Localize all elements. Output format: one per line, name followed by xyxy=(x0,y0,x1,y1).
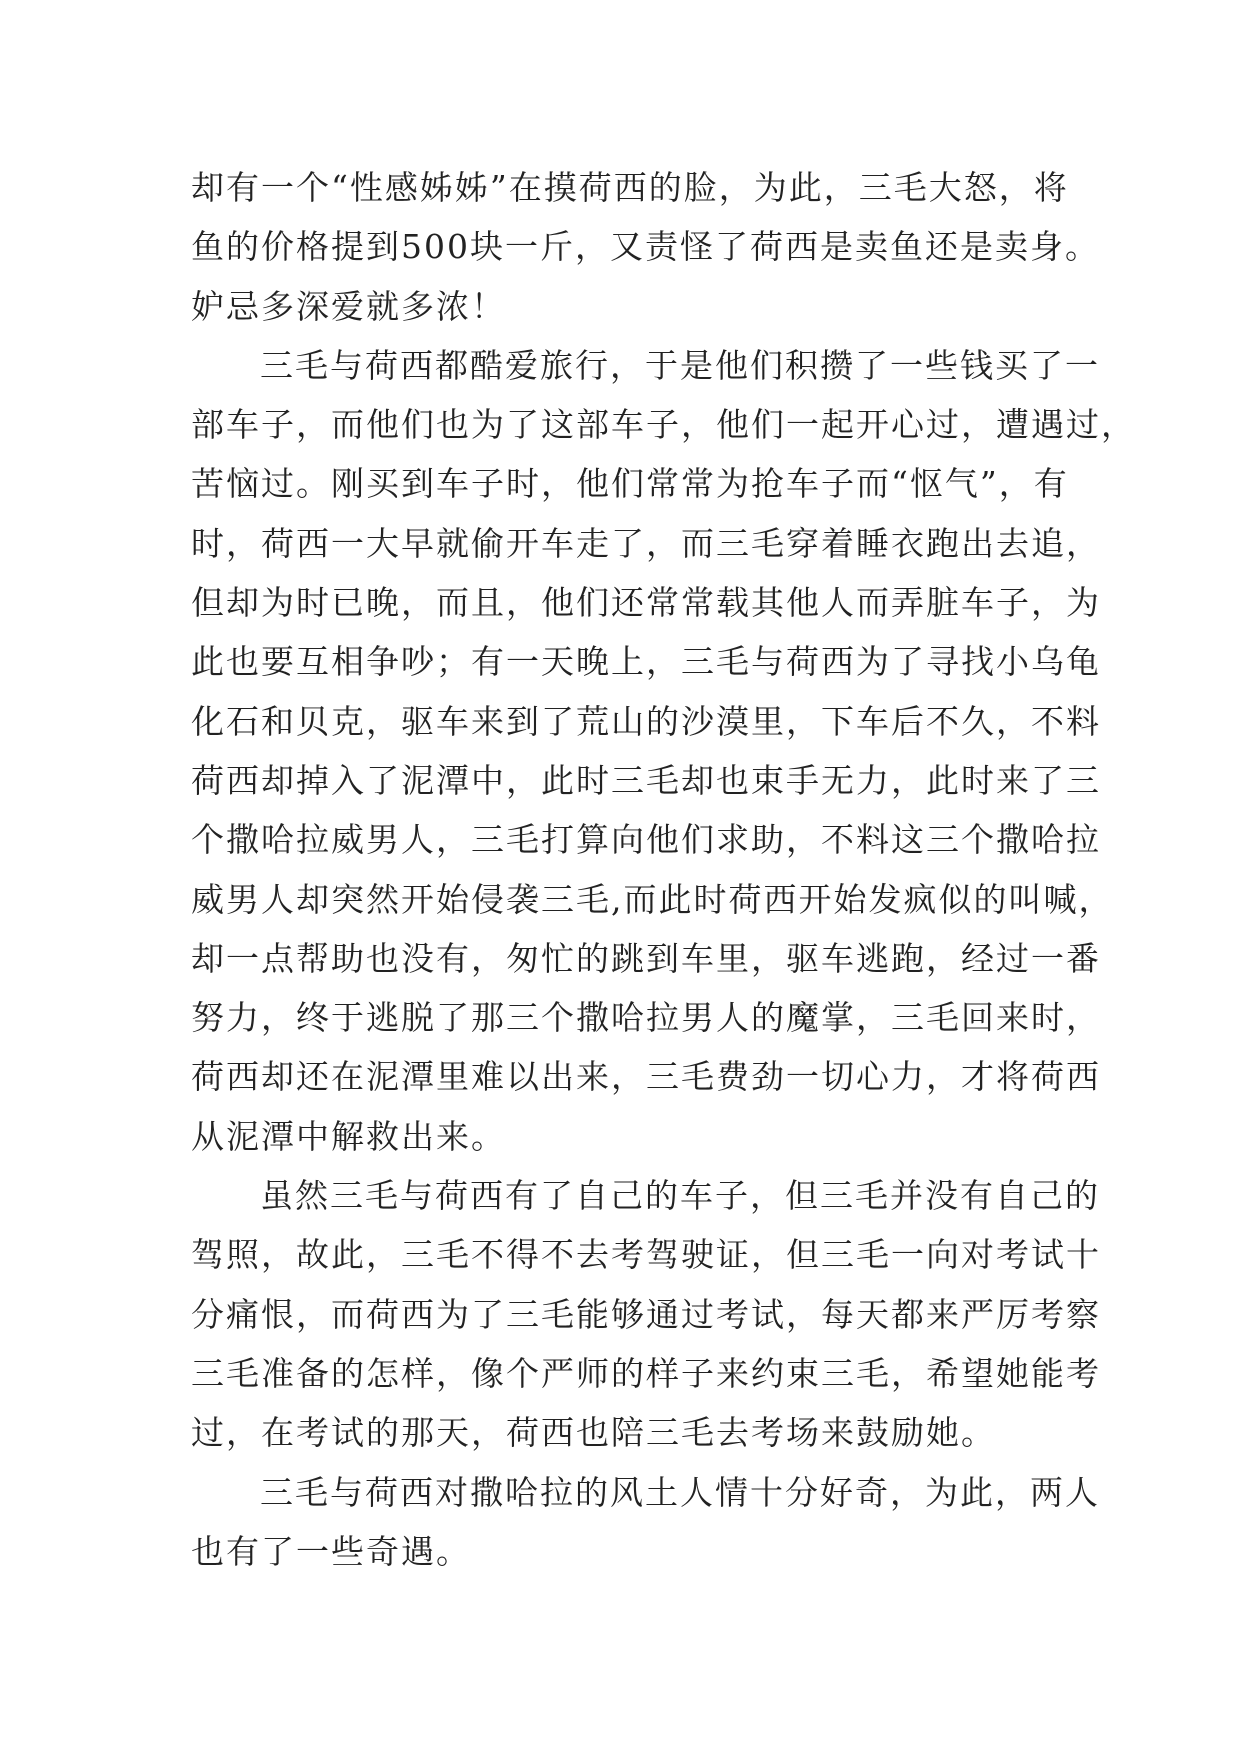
text-line: 努力，终于逃脱了那三个撒哈拉男人的魔掌，三毛回来时， xyxy=(191,998,1101,1038)
text-line: 但却为时已晚，而且，他们还常常载其他人而弄脏车子，为 xyxy=(191,583,1101,623)
text-line: 却一点帮助也没有，匆忙的跳到车里，驱车逃跑，经过一番 xyxy=(191,938,1101,978)
paragraph-4 xyxy=(191,1463,1100,1582)
text-line: 化石和贝克，驱车来到了荒山的沙漠里，下车后不久，不料 xyxy=(191,701,1101,741)
body-text xyxy=(191,158,1136,1581)
text-line: 荷西却掉入了泥潭中，此时三毛却也束手无力，此时来了三 xyxy=(191,760,1101,800)
text-line: 也有了一些奇遇。 xyxy=(191,1531,471,1571)
text-line: 过，在考试的那天，荷西也陪三毛去考场来鼓励她。 xyxy=(191,1413,996,1453)
paragraph-2 xyxy=(191,336,1136,1166)
text-line: 分痛恨，而荷西为了三毛能够通过考试，每天都来严厉考察 xyxy=(191,1294,1101,1334)
text-line: 虽然三毛与荷西有了自己的车子，但三毛并没有自己的 xyxy=(260,1176,1100,1216)
text-line: 时，荷西一大早就偷开车走了，而三毛穿着睡衣跑出去追， xyxy=(191,523,1101,563)
text-line: 荷西却还在泥潭里难以出来，三毛费劲一切心力，才将荷西 xyxy=(191,1057,1101,1097)
text-line: 此也要互相争吵；有一天晚上，三毛与荷西为了寻找小乌龟 xyxy=(191,642,1101,682)
text-line: 部车子，而他们也为了这部车子，他们一起开心过，遭遇过， xyxy=(191,405,1136,445)
text-line: 个撒哈拉威男人，三毛打算向他们求助，不料这三个撒哈拉 xyxy=(191,820,1101,860)
text-line: 三毛与荷西对撒哈拉的风土人情十分好奇，为此，两人 xyxy=(260,1472,1100,1512)
text-line: 三毛准备的怎样，像个严师的样子来约束三毛，希望她能考 xyxy=(191,1353,1101,1393)
text-line: 威男人却突然开始侵袭三毛,而此时荷西开始发疯似的叫喊， xyxy=(191,879,1114,919)
text-line: 却有一个“性感姊姊”在摸荷西的脸，为此，三毛大怒，将 xyxy=(191,168,1069,207)
text-line: 从泥潭中解救出来。 xyxy=(191,1116,506,1156)
text-line: 三毛与荷西都酷爱旅行，于是他们积攒了一些钱买了一 xyxy=(260,345,1100,385)
text-line: 苦恼过。刚买到车子时，他们常常为抢车子而“怄气”，有 xyxy=(191,464,1069,504)
paragraph-3 xyxy=(191,1166,1101,1462)
text-line: 妒忌多深爱就多浓！ xyxy=(191,286,506,326)
paragraph-1 xyxy=(191,158,1100,336)
text-line: 鱼的价格提到500块一斤，又责怪了荷西是卖鱼还是卖身。 xyxy=(191,227,1100,267)
text-line: 驾照，故此，三毛不得不去考驾驶证，但三毛一向对考试十 xyxy=(191,1235,1101,1275)
